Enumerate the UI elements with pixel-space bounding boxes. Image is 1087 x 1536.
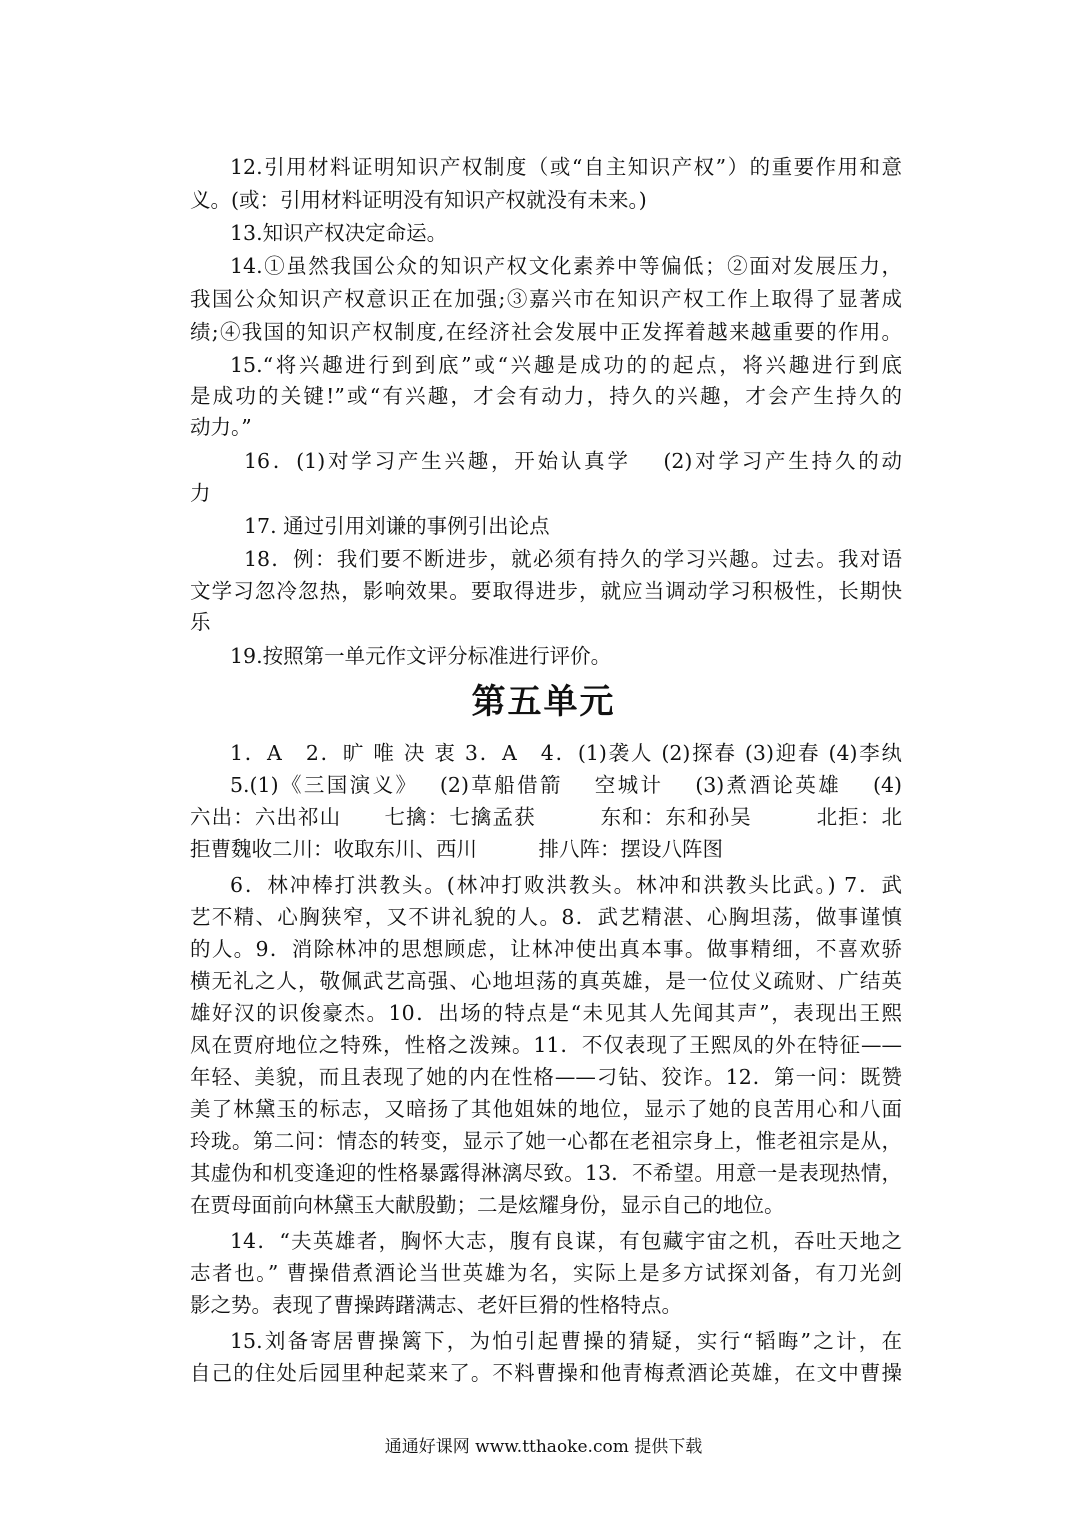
text-line: 年轻、美貌，而且表现了她的内在性格——刁钻、狡诈。12．第一问：既赞 <box>190 1065 902 1089</box>
text-line: 自己的住处后园里种起菜来了。不料曹操和他青梅煮酒论英雄，在文中曹操 <box>190 1361 902 1385</box>
text-line: 16．(1)对学习产生兴趣，开始认真学 (2)对学习产生持久的动 <box>244 449 902 473</box>
text-line: 在贾母面前向林黛玉大献殷勤；二是炫耀身份，显示自己的地位。 <box>190 1193 785 1217</box>
text-line: 六出：六出祁山 七擒：七擒孟获 东和：东和孙吴 北拒：北 <box>190 805 902 829</box>
text-line: 艺不精、心胸狭窄，又不讲礼貌的人。8．武艺精湛、心胸坦荡，做事谨慎 <box>190 905 902 929</box>
text-line: 19.按照第一单元作文评分标准进行评价。 <box>230 644 612 668</box>
text-line: 力 <box>190 481 211 505</box>
text-line: 6．林冲棒打洪教头。(林冲打败洪教头。林冲和洪教头比武。) 7．武 <box>230 873 902 897</box>
text-line: 18．例：我们要不断进步，就必须有持久的学习兴趣。过去。我对语 <box>244 547 902 571</box>
text-line: 1．A 2．旷 唯 决 衷 3．A 4．(1)袭人 (2)探春 (3)迎春 (4)李纨 <box>230 741 902 765</box>
text-line: 其虚伪和机变逢迎的性格暴露得淋漓尽致。13．不希望。用意一是表现热情， <box>190 1161 902 1185</box>
section-heading: 第五单元 <box>471 682 616 722</box>
text-line: 横无礼之人，敬佩武艺高强、心地坦荡的真英雄，是一位仗义疏财、广结英 <box>190 969 902 993</box>
text-line: 动力。” <box>190 415 252 439</box>
text-line: 是成功的关键!”或“有兴趣，才会有动力，持久的兴趣，才会产生持久的 <box>190 384 902 408</box>
text-line: 乐 <box>190 610 211 634</box>
text-line: 14．“夫英雄者，胸怀大志，腹有良谋，有包藏宇宙之机，吞吐天地之 <box>230 1229 902 1253</box>
text-line: 玲珑。第二问：情态的转变，显示了她一心都在老祖宗身上，惟老祖宗是从， <box>190 1129 902 1153</box>
text-line: 15.刘备寄居曹操篱下，为怕引起曹操的猜疑，实行“韬晦”之计，在 <box>230 1329 902 1353</box>
text-line: 14.①虽然我国公众的知识产权文化素养中等偏低；②面对发展压力， <box>230 254 902 278</box>
text-line: 凤在贾府地位之特殊，性格之泼辣。11．不仅表现了王熙凤的外在特征—— <box>190 1033 902 1057</box>
text-line: 拒曹魏收二川：收取东川、西川 排八阵：摆设八阵图 <box>190 837 723 861</box>
text-line: 的人。9．消除林冲的思想顾虑，让林冲使出真本事。做事精细，不喜欢骄 <box>190 937 902 961</box>
text-line: 我国公众知识产权意识正在加强;③嘉兴市在知识产权工作上取得了显著成 <box>190 287 902 311</box>
text-line: 志者也。” 曹操借煮酒论当世英雄为名，实际上是多方试探刘备，有刀光剑 <box>190 1261 902 1285</box>
text-line: 13.知识产权决定命运。 <box>230 221 448 245</box>
text-line: 12.引用材料证明知识产权制度（或“自主知识产权”）的重要作用和意 <box>230 155 902 179</box>
text-line: 文学习忽冷忽热，影响效果。要取得进步，就应当调动学习积极性，长期快 <box>190 579 902 603</box>
page-footer: 通通好课网 www.tthaoke.com 提供下载 <box>384 1437 703 1457</box>
text-line: 义。(或：引用材料证明没有知识产权就没有未来。) <box>190 188 647 212</box>
text-line: 绩;④我国的知识产权制度,在经济社会发展中正发挥着越来越重要的作用。 <box>190 320 902 344</box>
text-line: 雄好汉的识俊豪杰。10．出场的特点是“未见其人先闻其声”，表现出王熙 <box>190 1001 902 1025</box>
text-line: 影之势。表现了曹操踌躇满志、老奸巨猾的性格特点。 <box>190 1293 682 1317</box>
text-line: 美了林黛玉的标志，又暗扬了其他姐妹的地位，显示了她的良苦用心和八面 <box>190 1097 902 1121</box>
text-line: 5.(1)《三国演义》 (2)草船借箭 空城计 (3)煮酒论英雄 (4) <box>230 773 902 797</box>
text-line: 15.“将兴趣进行到到底”或“兴趣是成功的的起点，将兴趣进行到底 <box>230 353 902 377</box>
text-line: 17. 通过引用刘谦的事例引出论点 <box>244 514 550 538</box>
